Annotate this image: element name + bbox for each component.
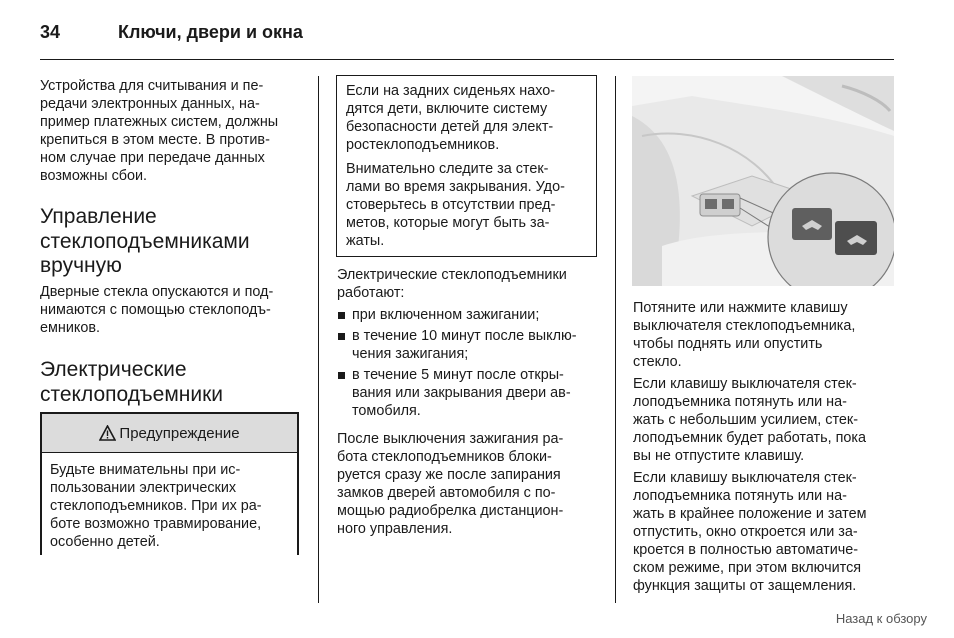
warning-triangle-icon	[99, 425, 116, 441]
heading-electric-windows: Электрические стеклоподъемники	[40, 358, 224, 406]
warning-text: Будьте внимательны при ис- пользовании электрических стеклоподъемников. При их ра- боте возможно травмирование, особенно детей.	[50, 462, 262, 550]
heading-manual-windows: Управление стеклоподъемниками вручную	[40, 205, 250, 277]
conditions-list	[337, 306, 607, 423]
list-item: в течение 5 минут после откры- вания или закрывания двери ав- томобиля.	[337, 366, 607, 420]
light-press-text: Если клавишу выключателя стек- лоподъемника потянуть или на- жать с небольшим усилием, стек- лоподъемник будет работать, пока вы не отпустите клавишу.	[633, 376, 866, 464]
manual-windows-text: Дверные стекла опускаются и под- нимаются с помощью стеклоподъ- емников.	[40, 284, 274, 336]
list-item: в течение 10 минут после выклю- чения зажигания;	[337, 327, 607, 363]
full-press-text: Если клавишу выключателя стек- лоподъемника потянуть или на- жать в крайнее положение и затем отпустить, окно откроется или за- кроется в полностью автоматиче- ском режиме, при этом включится функция защиты от защемления.	[633, 470, 867, 594]
child-safety-note-box	[336, 75, 597, 257]
note-paragraph-1: Если на задних сиденьях нахо- дятся дети, включите систему безопасности детей для элект- ростеклоподъемников.	[346, 83, 556, 153]
bullet-square-icon	[338, 372, 345, 379]
column-divider-2	[615, 76, 616, 603]
header-rule	[40, 59, 894, 60]
warning-title: Предупреждение	[119, 424, 240, 442]
column-divider-1	[318, 76, 319, 603]
works-intro: Электрические стеклоподъемники работают:	[337, 267, 567, 301]
list-item: при включенном зажигании;	[337, 306, 607, 324]
switch-instruction-text: Потяните или нажмите клавишу выключателя стеклоподъемника, чтобы поднять или опустить стекло.	[633, 300, 856, 370]
after-ignition-off-text: После выключения зажигания ра- бота стеклоподъемников блоки- руется сразу же после запирания замков дверей автомобиля с по- мощью радиобрелка дистанцион- ного управления.	[337, 431, 564, 537]
note-paragraph-2: Внимательно следите за стек- лами во время закрывания. Удо- стоверьтесь в отсутствии пред- метов, которые могут быть за- жаты.	[346, 161, 565, 249]
bullet-square-icon	[338, 333, 345, 340]
chapter-title: Ключи, двери и окна	[118, 22, 303, 42]
warning-box	[40, 412, 299, 555]
back-to-overview-link[interactable]: Назад к обзору	[835, 611, 927, 626]
page-number: 34	[40, 22, 61, 42]
bullet-square-icon	[338, 312, 345, 319]
intro-paragraph: Устройства для считывания и пе- редачи электронных данных, на- пример платежных систем, должны крепиться в этом месте. В против- ном случае при передаче данных возможны сбои.	[40, 78, 279, 184]
door-panel-drawing	[632, 76, 894, 286]
warning-header	[42, 414, 297, 453]
window-switch-illustration	[632, 76, 894, 286]
